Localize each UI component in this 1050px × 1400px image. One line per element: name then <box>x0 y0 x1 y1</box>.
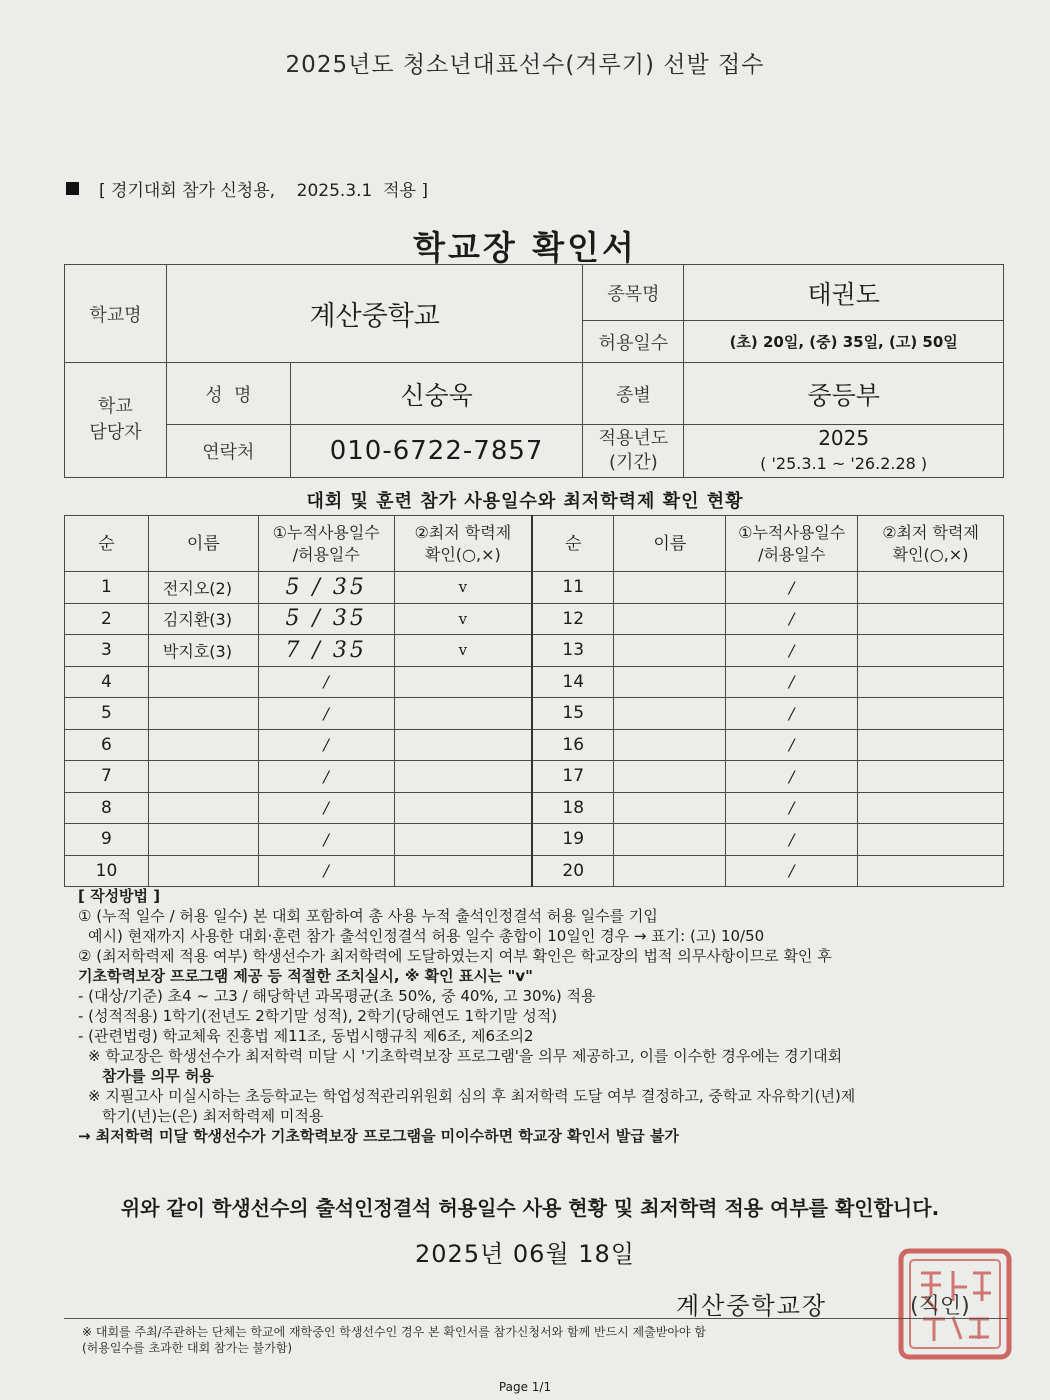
min-grade-check-left <box>394 761 532 793</box>
manager-name-value: 신숭욱 <box>290 363 583 425</box>
year-label: 적용년도 (기간) <box>583 425 684 478</box>
days-used-left: / <box>258 666 394 698</box>
min-grade-check-right <box>858 855 1004 887</box>
athlete-name-left: 김지환(3) <box>148 603 258 635</box>
school-value: 계산중학교 <box>166 265 583 363</box>
athlete-name-right <box>614 824 726 856</box>
division-label: 종별 <box>583 363 684 425</box>
header-days-right: ①누적사용일수 /허용일수 <box>726 516 858 572</box>
athlete-name-right <box>614 761 726 793</box>
row-number-left: 9 <box>65 824 149 856</box>
row-number-right: 17 <box>532 761 614 793</box>
days-used-right: / <box>726 666 858 698</box>
name-label: 성 명 <box>166 363 290 425</box>
athlete-name-left: 전지오(2) <box>148 572 258 604</box>
min-grade-check-right <box>858 824 1004 856</box>
year-value: 2025 <box>818 426 870 450</box>
table-row <box>65 855 1004 887</box>
page-number: Page 1/1 <box>498 1380 552 1394</box>
row-number-right: 19 <box>532 824 614 856</box>
athlete-name-right <box>614 855 726 887</box>
instruction-line: ① (누적 일수 / 허용 일수) 본 대회 포함하여 총 사용 누적 출석인정결석 허용 일수를 기입 <box>78 907 658 925</box>
square-bullet-icon <box>66 182 79 195</box>
row-number-right: 13 <box>532 635 614 667</box>
instruction-line: 기초학력보장 프로그램 제공 등 적절한 조치실시, ※ 확인 표시는 "v" <box>78 967 533 985</box>
days-used-left: / <box>258 855 394 887</box>
athlete-name-right <box>614 603 726 635</box>
table-row <box>65 729 1004 761</box>
min-grade-check-right <box>858 761 1004 793</box>
days-used-right: / <box>726 635 858 667</box>
athlete-name-left <box>148 666 258 698</box>
athlete-name-right <box>614 729 726 761</box>
days-used-right: / <box>726 855 858 887</box>
manager-label: 학교 담당자 <box>65 363 167 478</box>
min-grade-check-right <box>858 603 1004 635</box>
header-no-right: 순 <box>532 516 614 572</box>
table-row <box>65 698 1004 730</box>
instruction-line: - (성적적용) 1학기(전년도 2학기말 성적), 2학기(당해연도 1학기말 성적) <box>78 1007 558 1025</box>
days-used-left: / <box>258 698 394 730</box>
athlete-name-right <box>614 698 726 730</box>
min-grade-check-right <box>858 666 1004 698</box>
seal-label: (직인) <box>910 1294 970 1319</box>
days-used-right: / <box>726 792 858 824</box>
issue-date: 2025년 06월 18일 <box>415 1240 635 1268</box>
school-info-table <box>64 264 1004 478</box>
row-number-right: 18 <box>532 792 614 824</box>
instructions <box>78 886 1008 1146</box>
min-grade-check-left <box>394 855 532 887</box>
allowed-days-label: 허용일수 <box>583 321 684 363</box>
days-used-left: 5 / 35 <box>258 603 394 635</box>
athlete-name-right <box>614 572 726 604</box>
instruction-line: 학기(년)는(은) 최저학력제 미적용 <box>102 1107 324 1125</box>
allowed-days-value: (초) 20일, (중) 35일, (고) 50일 <box>684 321 1004 363</box>
row-number-left: 2 <box>65 603 149 635</box>
days-used-right: / <box>726 729 858 761</box>
days-used-right: / <box>726 572 858 604</box>
footnote <box>82 1324 982 1356</box>
row-number-right: 11 <box>532 572 614 604</box>
days-used-right: / <box>726 824 858 856</box>
year-cell <box>684 425 1004 478</box>
days-used-right: / <box>726 761 858 793</box>
sport-value: 태권도 <box>684 265 1004 321</box>
row-number-left: 8 <box>65 792 149 824</box>
athlete-name-left <box>148 729 258 761</box>
athlete-name-left <box>148 855 258 887</box>
instruction-line: - (대상/기준) 초4 ~ 고3 / 해당학년 과목평균(초 50%, 중 40%, 고 30%) 적용 <box>78 987 596 1005</box>
division-value: 중등부 <box>684 363 1004 425</box>
row-number-right: 15 <box>532 698 614 730</box>
header-no-left: 순 <box>65 516 149 572</box>
min-grade-check-left <box>394 698 532 730</box>
row-number-right: 12 <box>532 603 614 635</box>
row-number-left: 6 <box>65 729 149 761</box>
school-label: 학교명 <box>65 265 167 363</box>
document-header: 2025년도 청소년대표선수(겨루기) 선발 접수 <box>285 52 765 78</box>
table-row <box>65 761 1004 793</box>
instruction-line: ※ 지필고사 미실시하는 초등학교는 학업성적관리위원회 심의 후 최저학력 도달 여부 결정하고, 중학교 자유학기(년)제 <box>88 1087 856 1105</box>
table-row <box>65 603 1004 635</box>
min-grade-check-right <box>858 729 1004 761</box>
contact-label: 연락처 <box>166 425 290 478</box>
athlete-name-left <box>148 824 258 856</box>
row-number-left: 4 <box>65 666 149 698</box>
sport-label: 종목명 <box>583 265 684 321</box>
header-check-right: ②최저 학력제 확인(○,×) <box>858 516 1004 572</box>
athlete-name-right <box>614 792 726 824</box>
instruction-line: ② (최저학력제 적용 여부) 학생선수가 최저학력에 도달하였는지 여부 확인은 학교장의 법적 의무사항이므로 확인 후 <box>78 947 832 965</box>
days-used-left: / <box>258 824 394 856</box>
divider <box>64 1318 1008 1319</box>
instruction-line: 예시) 현재까지 사용한 대회·훈련 참가 출석인정결석 허용 일수 총합이 10일인 경우 → 표기: (고) 10/50 <box>88 927 765 945</box>
row-number-left: 5 <box>65 698 149 730</box>
footnote-line: (허용일수를 초과한 대회 참가는 불가함) <box>82 1341 293 1355</box>
days-used-right: / <box>726 603 858 635</box>
year-period: ( '25.3.1 ~ '26.2.28 ) <box>760 454 928 473</box>
page-title: 학교장 확인서 <box>413 228 637 267</box>
instruction-line: 참가를 의무 허용 <box>102 1067 214 1085</box>
footnote-line: ※ 대회를 주최/주관하는 단체는 학교에 재학중인 학생선수인 경우 본 확인서를 참가신청서와 함께 반드시 제출받아야 함 <box>82 1325 706 1339</box>
header-days-left: ①누적사용일수 /허용일수 <box>258 516 394 572</box>
min-grade-check-right <box>858 698 1004 730</box>
min-grade-check-left <box>394 824 532 856</box>
min-grade-check-right <box>858 792 1004 824</box>
instructions-title: [ 작성방법 ] <box>78 887 161 905</box>
min-grade-check-left <box>394 666 532 698</box>
min-grade-check-right <box>858 635 1004 667</box>
row-number-right: 14 <box>532 666 614 698</box>
days-used-left: 7 / 35 <box>258 635 394 667</box>
instruction-line: ※ 학교장은 학생선수가 최저학력 미달 시 '기초학력보장 프로그램'을 의무 제공하고, 이를 이수한 경우에는 경기대회 <box>88 1047 843 1065</box>
min-grade-check-left: v <box>394 603 532 635</box>
days-used-left: / <box>258 761 394 793</box>
principal-signature: 계산중학교장 <box>676 1292 828 1320</box>
athlete-name-left <box>148 792 258 824</box>
header-name-right: 이름 <box>614 516 726 572</box>
table-row <box>65 635 1004 667</box>
days-used-left: 5 / 35 <box>258 572 394 604</box>
athlete-rows <box>65 572 1004 887</box>
days-used-right: / <box>726 698 858 730</box>
table-row <box>65 666 1004 698</box>
athlete-name-left <box>148 761 258 793</box>
confirmation-statement: 위와 같이 학생선수의 출석인정결석 허용일수 사용 현황 및 최저학력 적용 여부를 확인합니다. <box>120 1196 940 1220</box>
header-check-left: ②최저 학력제 확인(○,×) <box>394 516 532 572</box>
min-grade-check-right <box>858 572 1004 604</box>
application-note-text: [ 경기대회 참가 신청용, 2025.3.1 적용 ] <box>99 181 429 201</box>
athlete-name-right <box>614 635 726 667</box>
athlete-name-right <box>614 666 726 698</box>
days-used-left: / <box>258 729 394 761</box>
table-row <box>65 572 1004 604</box>
table-row <box>65 792 1004 824</box>
application-note <box>66 176 428 201</box>
min-grade-check-left <box>394 792 532 824</box>
instruction-line: - (관련법령) 학교체육 진흥법 제11조, 동법시행규칙 제6조, 제6조의2 <box>78 1027 534 1045</box>
contact-value: 010-6722-7857 <box>290 425 583 478</box>
min-grade-check-left: v <box>394 635 532 667</box>
days-used-left: / <box>258 792 394 824</box>
row-number-right: 16 <box>532 729 614 761</box>
min-grade-check-left: v <box>394 572 532 604</box>
row-number-right: 20 <box>532 855 614 887</box>
row-number-left: 3 <box>65 635 149 667</box>
status-section-title: 대회 및 훈련 참가 사용일수와 최저학력제 확인 현황 <box>306 491 744 512</box>
athlete-name-left: 박지호(3) <box>148 635 258 667</box>
row-number-left: 1 <box>65 572 149 604</box>
athlete-name-left <box>148 698 258 730</box>
row-number-left: 7 <box>65 761 149 793</box>
table-row <box>65 824 1004 856</box>
athlete-status-table <box>64 515 1004 887</box>
min-grade-check-left <box>394 729 532 761</box>
row-number-left: 10 <box>65 855 149 887</box>
instruction-line: → 최저학력 미달 학생선수가 기초학력보장 프로그램을 미이수하면 학교장 확인서 발급 불가 <box>78 1127 679 1145</box>
header-name-left: 이름 <box>148 516 258 572</box>
